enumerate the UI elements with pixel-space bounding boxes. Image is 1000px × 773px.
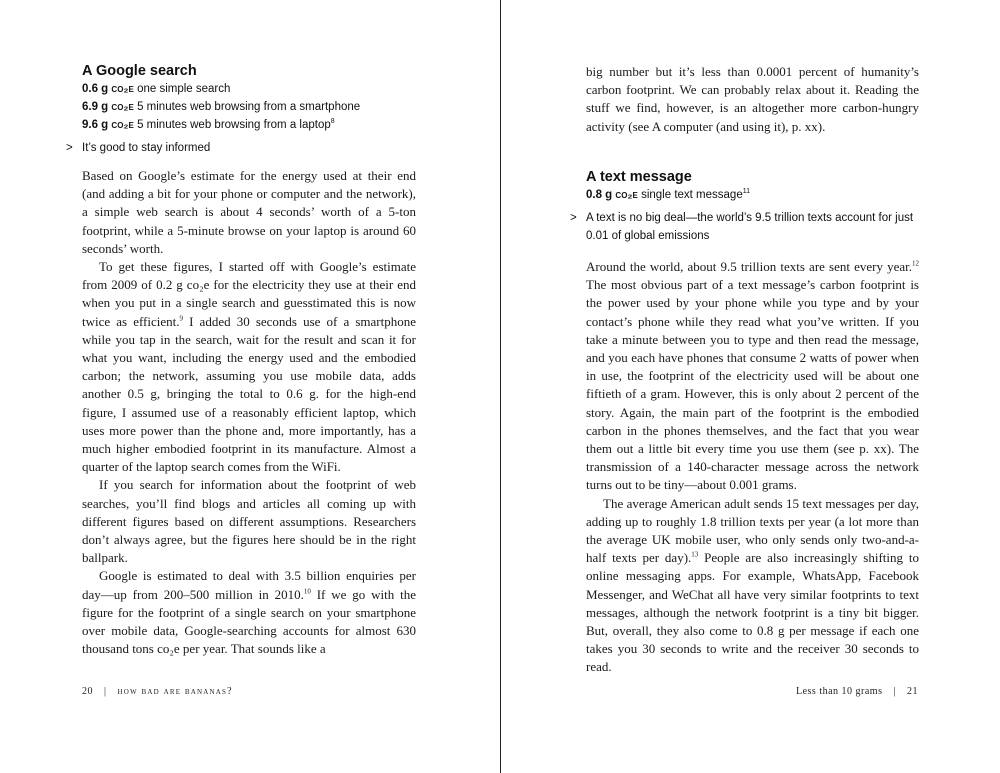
body-text bbox=[586, 258, 919, 677]
footnote-ref: 13 bbox=[691, 550, 699, 559]
paragraph: To get these figures, I started off with Google’s estimate from 2009 of 0.2 g co₂e for the electricity they use at their end when you put in a single search and guesstimated this is now twice as efficient.$^9$ I added 30 seconds use of a smartphone while you tap in the search, wait for the result and scan it for what you want, including the energy used and the embodied carbon; the network, assuming you use mobile data, adds another 0.5 g, bringing the total to 0.6 g. for the high-end figure, I assumed use of a reasonably efficient laptop, which uses more power than the phone and, more importantly, has a much higher embodied footprint in its manufacture. Almost a quarter of the laptop search comes from the WiFi. bbox=[82, 259, 416, 475]
right-page bbox=[501, 0, 1000, 773]
footnote-ref: 9 bbox=[179, 314, 184, 323]
stat-line: 9.6 g co₂e 5 minutes web browsing from a laptop$^8$ bbox=[82, 118, 335, 131]
paragraph: If you search for information about the footprint of web searches, you’ll find blogs and articles all coming up with different figures based on different assumptions. Researchers don’t always agree, but the figures here should be in the right ballpark. bbox=[82, 477, 416, 566]
chevron-right-icon: > bbox=[66, 142, 73, 154]
chapter-title: Less than 10 grams bbox=[795, 686, 883, 697]
footnote-ref: 11 bbox=[742, 188, 750, 196]
book-title: how bad are bananas? bbox=[117, 686, 233, 697]
summary-note: > A text is no big deal—the world’s 9.5 trillion texts account for just 0.01 of global emissions bbox=[586, 209, 919, 245]
page-number: 20 bbox=[82, 686, 93, 697]
paragraph: big number but it’s less than 0.0001 percent of humanity’s carbon footprint. We can probably relax about it. Reading the stuff we find, however, is an altogether more carbon-hungry activity (see A computer (and using it), p. xx). bbox=[586, 64, 919, 134]
footnote-ref: 10 bbox=[303, 587, 311, 596]
footnote-ref: 8 bbox=[330, 118, 335, 126]
summary-note: > It’s good to stay informed bbox=[82, 139, 416, 157]
page-number: 21 bbox=[907, 686, 918, 697]
stat-line: 0.8 g co₂e single text message$^{11}$ bbox=[586, 188, 750, 201]
section-heading-text-message: A text message bbox=[586, 169, 692, 185]
page-footer: Less than 10 grams | 21 bbox=[795, 686, 918, 697]
footnote-ref: 12 bbox=[912, 259, 919, 268]
stat-line: 6.9 g co₂e 5 minutes web browsing from a smartphone bbox=[82, 101, 361, 113]
body-text bbox=[82, 167, 416, 658]
section-heading-google-search: A Google search bbox=[82, 63, 197, 79]
chevron-right-icon: > bbox=[570, 212, 577, 224]
paragraph: Around the world, about 9.5 trillion texts are sent every year.$^{12}$ The most obvious part of a text message’s carbon footprint is the power used by your phone while you type and by your contact’s phone while they read what you’ve written. If you take a minute between you to type and then read the message, and you each have phones that consume 2 watts of power when in use, the footprint of the electricity used will be about one fiftieth of a gram. However, this is only about 2 percent of the story. Again, the main part of the footprint is the embodied carbon in the phones themselves, and the fact that you wear them out a little bit every time you use them (see p. xx). The transmission of a 140-character message across the network turns out to be tiny—about 0.001 grams. bbox=[586, 259, 919, 493]
google-search-section bbox=[66, 62, 416, 157]
stat-line: 0.6 g co₂e one simple search bbox=[82, 83, 231, 95]
page-footer: 20 | how bad are bananas? bbox=[82, 686, 233, 697]
paragraph: Google is estimated to deal with 3.5 billion enquiries per day—up from 200–500 million in 2010.10 If we go with the figure for the footprint of a single search on your smartphone over mobile data, Google-searching accounts for almost 630 thousand tons co₂e per year. That sounds like a bbox=[82, 568, 416, 657]
paragraph: Based on Google’s estimate for the energy used at their end (and adding a bit for your phone or computer and the network), a simple web search is about 4 seconds’ worth of a 5-ton footprint, while a 5-minute browse on your laptop is around 60 seconds’ worth. bbox=[82, 168, 416, 256]
body-text-continued bbox=[586, 63, 919, 136]
text-message-section bbox=[570, 168, 919, 245]
paragraph: The average American adult sends 15 text messages per day, adding up to roughly 1.8 trillion texts per year (a lot more than the average UK mobile user, who only sends only two-and-a-half texts per day).$^{13}$ People are also increasingly shifting to online messaging apps. For example, WhatsApp, Facebook Messenger, and WeChat all have very similar footprints to text messages, although the network footprint is a tiny bit bigger. But, overall, they also come to 0.8 g per message if each one takes you 30 seconds to write and the receiver 30 seconds to read. bbox=[586, 495, 920, 675]
